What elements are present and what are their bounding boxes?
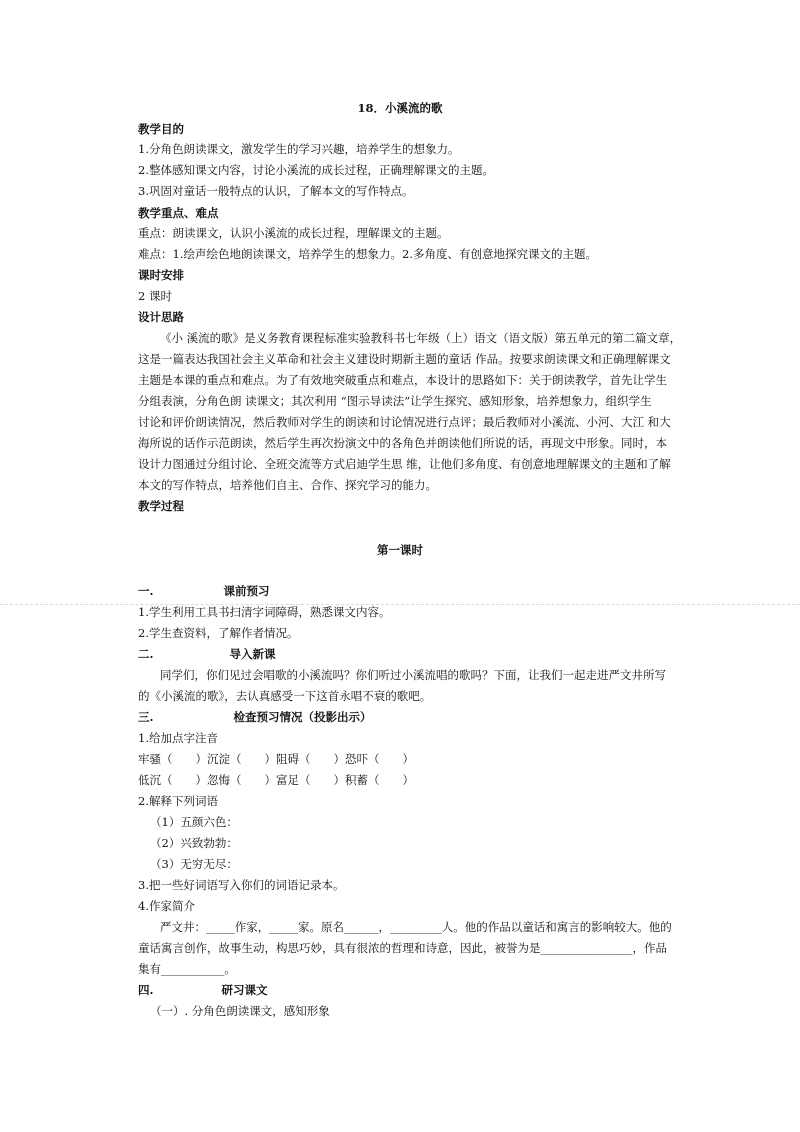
- preview-item: 2.学生查资料，了解作者情况。: [138, 626, 299, 640]
- design-paragraph-line: 分组表演，分角色朗 读课文；其次利用 “图示导读法”让学生探究、感知形象，培养想象力，组织学生: [138, 394, 652, 408]
- vocab-item: （2）兴致勃勃：: [150, 836, 238, 850]
- section-title: 研习课文: [221, 983, 268, 997]
- objective-item: 1.分角色朗读课文，激发学生的学习兴趣，培养学生的想象力。: [138, 142, 460, 156]
- lesson1-heading: 第一课时: [377, 543, 423, 557]
- design-paragraph-line: 《小 溪流的歌》是义务教育课程标准实验教科书七年级（上）语文（语文版）第五单元的第二篇文章，: [160, 331, 682, 345]
- check-item: 4.作家简介: [138, 899, 195, 913]
- section-number: 三.: [138, 710, 154, 724]
- section-2-heading: [138, 646, 678, 662]
- author-intro-line: 集有___________。: [138, 962, 236, 976]
- section-number: 二.: [138, 647, 154, 661]
- objective-item: 2.整体感知课文内容，讨论小溪流的成长过程，正确理解课文的主题。: [138, 163, 494, 177]
- design-paragraph-line: 海所说的话作示范朗读，然后学生再次扮演文中的各角色并朗读他们所说的话，再现文中形象。同时，本: [138, 436, 667, 450]
- design-heading: 设计思路: [138, 310, 184, 324]
- design-paragraph-line: 本文的写作特点，培养他们自主、合作、探究学习的能力。: [138, 478, 437, 492]
- check-item: 3.把一些好词语写入你们的词语记录本。: [138, 878, 345, 892]
- section-number: 一.: [138, 584, 154, 598]
- focus-key: 重点：朗读课文，认识小溪流的成长过程，理解课文的主题。: [138, 226, 449, 240]
- schedule-value: 2 课时: [138, 289, 172, 303]
- section-number: 四.: [138, 983, 154, 997]
- schedule-heading: 课时安排: [138, 268, 184, 282]
- intro-line: 同学们，你们见过会唱歌的小溪流吗？你们听过小溪流唱的歌吗？下面，让我们一起走进严文井所写: [160, 668, 666, 682]
- focus-difficult: 难点：1.绘声绘色地朗读课文，培养学生的想象力。2.多角度、有创意地探究课文的主题。: [138, 247, 597, 261]
- study-subsection: （一）. 分角色朗读课文，感知形象: [150, 1004, 330, 1018]
- design-paragraph-line: 讨论和评价朗读情况，然后教师对学生的朗读和讨论情况进行点评；最后教师对小溪流、小河、大江 和大: [138, 415, 671, 429]
- design-paragraph-line: 设计力图通过分组讨论、全班交流等方式启迪学生思 维，让他们多角度、有创意地理解课文的主题和了解: [138, 457, 671, 471]
- check-item: 2.解释下列词语: [138, 794, 218, 808]
- focus-heading: 教学重点、难点: [138, 206, 219, 220]
- process-heading: 教学过程: [138, 499, 184, 513]
- section-3-heading: [138, 709, 678, 725]
- design-paragraph-line: 这是一篇表达我国社会主义革命和社会主义建设时期新主题的童话 作品。按要求朗读课文和正确理解课文: [138, 352, 671, 366]
- section-1-heading: [138, 583, 678, 599]
- intro-line: 的《小溪流的歌》，去认真感受一下这首永唱不衰的歌吧。: [138, 689, 432, 703]
- section-4-heading: [138, 982, 678, 998]
- section-title: 课前预习: [223, 584, 270, 598]
- design-paragraph-line: 主题是本课的重点和难点。为了有效地突破重点和难点，本设计的思路如下：关于朗读教学，首先让学生: [138, 373, 667, 387]
- vocab-item: （1）五颜六色：: [150, 815, 238, 829]
- section-title: 检查预习情况（投影出示）: [233, 710, 372, 724]
- pinyin-row: 牢骚（ ）沉淀（ ）阻碍（ ）恐吓（ ）: [138, 752, 414, 766]
- check-item: 1.给加点字注音: [138, 731, 218, 745]
- objective-item: 3.巩固对童话一般特点的认识，了解本文的写作特点。: [138, 184, 414, 198]
- author-intro-line: 童话寓言创作，故事生动，构思巧妙，具有很浓的哲理和诗意，因此，被誉为是________________，作品: [138, 941, 667, 955]
- objectives-heading: 教学目的: [138, 122, 184, 136]
- pinyin-row: 低沉（ ）忽悔（ ）富足（ ）积蓄（ ）: [138, 773, 414, 787]
- document-title: 18．小溪流的歌: [357, 101, 443, 115]
- vocab-item: （3）无穷无尽：: [150, 857, 238, 871]
- preview-item: 1.学生利用工具书扫清字词障碍，熟悉课文内容。: [138, 605, 391, 619]
- author-intro-line: 严文井：_____作家，_____家。原名______，_________人。他的作品以童话和寓言的影响较大。他的: [160, 920, 672, 934]
- section-title: 导入新课: [229, 647, 276, 661]
